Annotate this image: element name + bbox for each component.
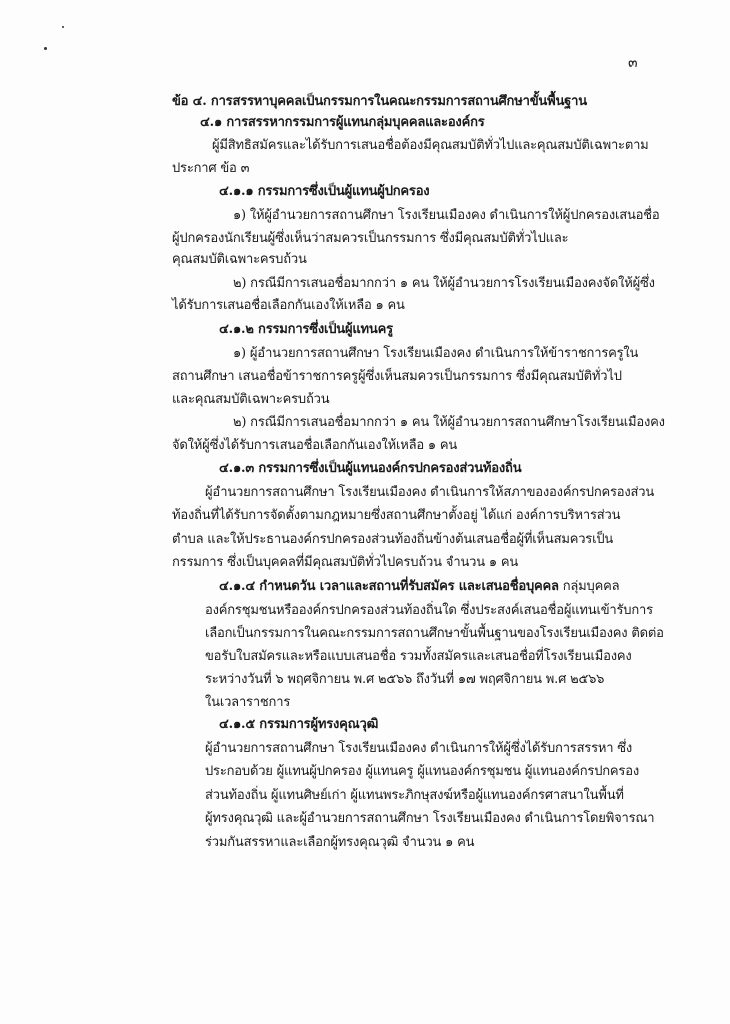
paragraph-line: ประกาศ ข้อ ๓ [172,161,250,176]
paragraph-line: ผู้มีสิทธิสมัครและได้รับการเสนอชื่อต้องมีคุณสมบัติทั่วไปและคุณสมบัติเฉพาะตาม [212,138,649,153]
paragraph-line: ผู้อำนวยการสถานศึกษา โรงเรียนเมืองคง ดำเนินการให้ผู้ซึ่งได้รับการสรรหา ซึ่ง [205,741,633,756]
paragraph-line: ๒) กรณีมีการเสนอชื่อมากกว่า ๑ คน ให้ผู้อำนวยการโรงเรียนเมืองคงจัดให้ผู้ซึ่ง [233,276,655,291]
subsection-heading: ๔.๑ การสรรหากรรมการผู้แทนกลุ่มบุคคลและองค์กร [200,115,485,130]
paragraph-line: สถานศึกษา เสนอชื่อข้าราชการครูผู้ซึ่งเห็นสมควรเป็นกรรมการ ซึ่งมีคุณสมบัติทั่วไป [172,369,622,384]
scan-speck [44,47,47,50]
subsection-heading: ๔.๑.๕ กรรมการผู้ทรงคุณวุฒิ [219,717,379,732]
paragraph-line: จัดให้ผู้ซึ่งได้รับการเสนอชื่อเลือกกันเองให้เหลือ ๑ คน [172,438,458,453]
inline-heading: ๔.๑.๔ กำหนดวัน เวลาและสถานที่รับสมัคร และเสนอชื่อบุคคล [219,579,559,594]
paragraph-line-with-heading [219,577,619,597]
paragraph-line: ผู้อำนวยการสถานศึกษา โรงเรียนเมืองคง ดำเนินการให้สภาขององค์กรปกครองส่วน [205,485,655,500]
paragraph-line: ผู้ทรงคุณวุฒิ และผู้อำนวยการสถานศึกษา โรงเรียนเมืองคง ดำเนินการโดยพิจารณา [205,811,655,826]
paragraph-line: ร่วมกันสรรหาและเลือกผู้ทรงคุณวุฒิ จำนวน ๑ คน [205,835,475,850]
paragraph-line: คุณสมบัติเฉพาะครบถ้วน [172,252,307,267]
paragraph-line: ขอรับใบสมัครและหรือแบบเสนอชื่อ รวมทั้งสมัครและเสนอชื่อที่โรงเรียนเมืองคง [205,649,632,664]
paragraph-line: ในเวลาราชการ [205,695,291,710]
paragraph-line: ส่วนท้องถิ่น ผู้แทนศิษย์เก่า ผู้แทนพระภิกษุสงฆ์หรือผู้แทนองค์กรศาสนาในพื้นที่ [205,788,624,803]
paragraph-line: ได้รับการเสนอชื่อเลือกกันเองให้เหลือ ๑ คน [172,298,405,313]
scan-speck [62,26,64,28]
paragraph-line: กรรมการ ซึ่งเป็นบุคคลที่มีคุณสมบัติทั่วไปครบถ้วน จำนวน ๑ คน [172,555,519,570]
paragraph-line: ๑) ให้ผู้อำนวยการสถานศึกษา โรงเรียนเมืองคง ดำเนินการให้ผู้ปกครองเสนอชื่อ [233,208,660,223]
subsection-heading: ๔.๑.๒ กรรมการซึ่งเป็นผู้แทนครู [219,322,393,337]
page-number: ๓ [628,55,638,71]
section-heading: ข้อ ๔. การสรรหาบุคคลเป็นกรรมการในคณะกรรมการสถานศึกษาขั้นพื้นฐาน [172,94,587,109]
subsection-heading: ๔.๑.๓ กรรมการซึ่งเป็นผู้แทนองค์กรปกครองส่วนท้องถิ่น [219,461,522,476]
paragraph-line: เลือกเป็นกรรมการในคณะกรรมการสถานศึกษาขั้นพื้นฐานของโรงเรียนเมืองคง ติดต่อ [205,626,664,641]
inline-text: กลุ่มบุคคล [558,579,620,594]
paragraph-line: ตำบล และให้ประธานองค์กรปกครองส่วนท้องถิ่นข้างต้นเสนอชื่อผู้ที่เห็นสมควรเป็น [172,532,614,547]
subsection-heading: ๔.๑.๑ กรรมการซึ่งเป็นผู้แทนผู้ปกครอง [219,184,430,199]
paragraph-line: ๑) ผู้อำนวยการสถานศึกษา โรงเรียนเมืองคง ดำเนินการให้ข้าราชการครูใน [233,346,639,361]
paragraph-line: องค์กรชุมชนหรือองค์กรปกครองส่วนท้องถิ่นใด ซึ่งประสงค์เสนอชื่อผู้แทนเข้ารับการ [205,603,653,618]
paragraph-line: ระหว่างวันที่ ๖ พฤศจิกายน พ.ศ ๒๕๖๖ ถึงวันที่ ๑๗ พฤศจิกายน พ.ศ ๒๕๖๖ [205,672,605,687]
paragraph-line: ๒) กรณีมีการเสนอชื่อมากกว่า ๑ คน ให้ผู้อำนวยการสถานศึกษาโรงเรียนเมืองคง [233,415,665,430]
paragraph-line: ประกอบด้วย ผู้แทนผู้ปกครอง ผู้แทนครู ผู้แทนองค์กรชุมชน ผู้แทนองค์กรปกครอง [205,764,639,779]
paragraph-line: และคุณสมบัติเฉพาะครบถ้วน [172,392,330,407]
paragraph-line: ผู้ปกครองนักเรียนผู้ซึ่งเห็นว่าสมควรเป็นกรรมการ ซึ่งมีคุณสมบัติทั่วไปและ [172,231,569,246]
paragraph-line: ท้องถิ่นที่ได้รับการจัดตั้งตามกฎหมายซึ่งสถานศึกษาตั้งอยู่ ได้แก่ องค์การบริหารส่วน [172,508,621,523]
